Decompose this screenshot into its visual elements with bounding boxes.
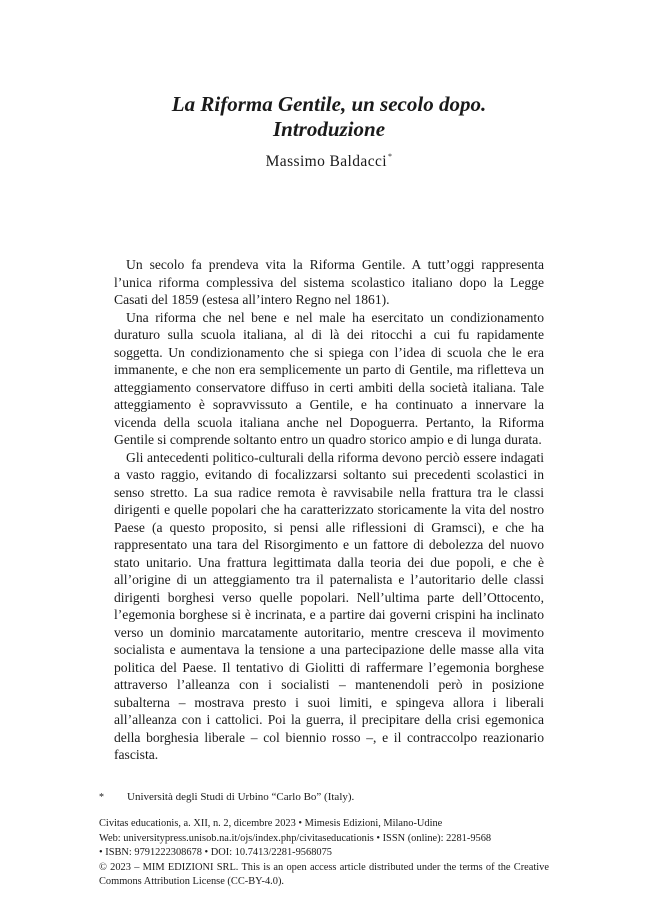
imprint-journal-line: Civitas educationis, a. XII, n. 2, dicembre 2023 • Mimesis Edizioni, Milano-Udine (99, 818, 443, 829)
author-footnote-mark: * (387, 152, 393, 161)
author-name: Massimo Baldacci (265, 153, 387, 170)
footnote-text: Università degli Studi di Urbino “Carlo Bo” (Italy). (127, 791, 355, 803)
author-affiliation-footnote (99, 790, 544, 805)
body-paragraph: Una riforma che nel bene e nel male ha esercitato un condizionamento duraturo sulla scuola italiana, al di là dei ritocchi a cui fu rapidamente soggetta. Un condizionamento che si spiega con l’idea di scuola che le era immanente, e che non era semplicemente un parto di Gentile, ma rifletteva un atteggiamento conservatore diffuso in certi ambiti della società italiana. Tale atteggiamento è sopravvissuto a Gentile, e ha continuato a innervare la vicenda della scuola italiana anche nel Dopoguerra. Pertanto, la Riforma Gentile si comprende soltanto entro un quadro storico ampio e di lunga durata. (114, 309, 544, 447)
imprint-web-line: Web: universitypress.unisob.na.it/ojs/index.php/civitaseducationis • ISSN (online): 2281-9568 (99, 832, 492, 844)
article-header (114, 92, 544, 172)
footnote-mark: * (99, 792, 104, 803)
article-body (114, 256, 544, 764)
body-paragraph: Un secolo fa prendeva vita la Riforma Gentile. A tutt’oggi rappresenta l’unica riforma complessiva del sistema scolastico italiano dopo la Legge Casati del 1859 (estesa all’intero Regno nel 1861). (114, 257, 544, 307)
imprint-isbn-line: • ISBN: 9791222308678 • DOI: 10.7413/2281-9568075 (99, 847, 332, 859)
imprint-license: © 2023 – MIM EDIZIONI SRL. This is an open access article distributed under the terms of the Creative Commons Attribution License (CC-BY-4.0). (99, 861, 549, 888)
article-page (99, 0, 549, 917)
journal-imprint (99, 817, 549, 890)
body-paragraph: Gli antecedenti politico-culturali della riforma devono perciò essere indagati a vasto raggio, evitando di focalizzarsi soltanto sui precedenti scolastici in senso stretto. La sua radice remota è ravvisabile nella frattura tra le classi dirigenti e quelle popolari che ha caratterizzato storicamente la vita del nostro Paese (a questo proposito, si pensi alle riflessioni di Gramsci), e che ha rappresentato una tara del Risorgimento e un fattore di debolezza del nuovo stato unitario. Una frattura legittimata dalla teoria dei due popoli, e che è all’origine di un atteggiamento tra il paternalista e l’autoritario delle classi dirigenti borghesi verso quelle popolari. Nell’ultima parte dell’Ottocento, l’egemonia borghese si è incrinata, e a partire dai governi crispini ha inclinato verso un dominio marcatamente autoritario, mentre cresceva il movimento socialista e aumentava la tensione a una partecipazione delle masse alla vita politica del Paese. Il tentativo di Giolitti di raffermare l’egemonia borghese attraverso l’alleanza con i socialisti – mantenendoli però in posizione subalterna – mostrava presto i suoi limiti, e spingeva allora i liberali all’alleanza con i cattolici. Poi la guerra, il precipitare della crisi egemonica della borghesia liberale – col biennio rosso –, e il contraccolpo reazionario fascista. (114, 449, 544, 762)
article-title-line-1: La Riforma Gentile, un secolo dopo. (171, 92, 487, 116)
author-line (114, 147, 544, 172)
article-title-line-2: Introduzione (272, 117, 386, 141)
